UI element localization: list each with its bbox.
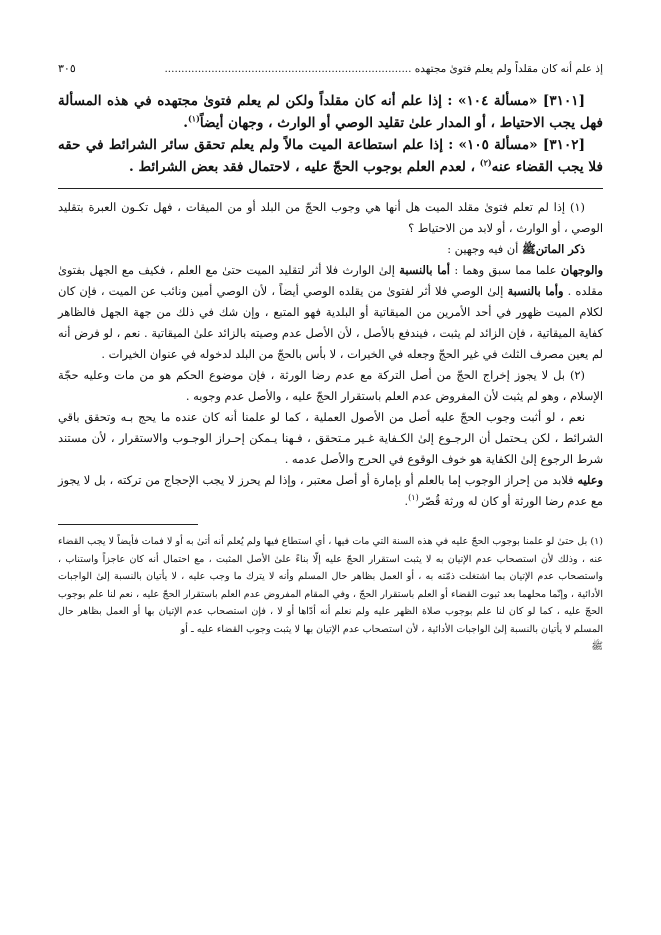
issue-3102: [58, 134, 603, 178]
note-1-bold: والوجهان: [560, 263, 604, 277]
note-2-para-2: نعم ، لو أثبت وجوب الحجّ عليه أصل من الأصول العملية ، كما لو علمنا أنه كان عنده ما يحج بـه وتحقق باقي الشرائط ، لكن يـحتمل أن الرجـوع إلىٰ الكـفاية غـير مـتحقق ، فـهنا يـمكن إحـراز الوجـوب والاستقرار ، لأن مستند شرط الرجوع إلىٰ الكفاية هو خوف الوقوع في الحرج والأصل عدمه .: [58, 410, 603, 466]
running-title: إذ علم أنه كان مقلداً ولم يعلم فتوىٰ مجتهده ..........................................................................: [164, 63, 603, 75]
issue-3102-tail: ، لعدم العلم بوجوب الحجّ عليه ، لاحتمال فقد بعض الشرائط .: [129, 159, 476, 175]
document-page: [58, 60, 603, 656]
footnote-ref: (١): [187, 113, 200, 124]
footnote-text: (١) بل حتىٰ لو علمنا بوجوب الحجّ عليه في هذه السنة التي مات فيها ، أي استطاع فيها ولم يُعلم أنه أتىٰ به أو لا فمات فأيضاً لا يجب القضاء عنه ، وذلك لأن استصحاب عدم الإتيان به لا يثبت استقرار الحجّ عليه إلّا بناءً علىٰ الأصل المثبت ، مع احتمال أنه كان عاجزاً واستناب ، واستصحاب عدم الإتيان بما اشتغلت ذمّته به ، أو العمل بظاهر حال المسلم وأنه لا يترك ما وجب عليه ، لا يأتيان بالنسبة إلىٰ الواجبات الأدائية ، وإنّما محلهما بعد ثبوت القضاء أو العلم باستقرار الحجّ ، وفي المقام المفروض عدم العلم باستقرار الحجّ عليه ، نعم لنا علم بوجوب الحجّ عليه ، كما لو كان لنا علم بوجوب صلاة الظهر عليه ولم نعلم أنه أدّاها أو لا ، فإن استصحاب عدم الإتيان بها أو العمل بظاهر حال المسلم لا يأتيان بالنسبة إلىٰ الواجبات الأدائية ، لأن استصحاب عدم الإتيان بها لا يثبت وجوب القضاء عليه ـ أو: [58, 536, 603, 635]
note-1-para-3: [58, 260, 603, 365]
note-1-para-2: [58, 239, 603, 260]
page-number: ٣٠٥: [58, 62, 76, 75]
note-1-para-1: (١) إذا لم تعلم فتوىٰ مقلد الميت هل أنها هي وجوب الحجّ من البلد أو من الميقات ، فهل تكـون العبرة بتقليد الوصي ، أو الوارث ، أو لابد من الاحتياط ؟: [58, 200, 603, 235]
note-1-para-3-text: علما مما سبق وهما :: [449, 263, 561, 277]
issue-3101-text: [٣١٠١] «مسألة ١٠٤» : إذا علم أنه كان مقلداً ولكن لم يعلم فتوىٰ مجتهده في هذه المسألة فهل يجب الاحتياط ، أو المدار علىٰ تقليد الوصي أو الوارث ، وجهان أيضاً: [58, 93, 603, 131]
note-1-para-3-text: إلىٰ الوارث فلا أثر لتقليد الميت حتىٰ مع العلم ، فكيف مع الجهل بفتوىٰ مقلده .: [58, 263, 603, 298]
footnote-ref: (١): [408, 493, 419, 503]
note-2-para-3-tail: .: [404, 494, 409, 508]
footnote-separator: [58, 524, 198, 525]
note-1-para-2-text: أن فيه وجهين :: [447, 242, 522, 256]
issue-3101: [58, 90, 603, 134]
issue-3102-text: [٣١٠٢] «مسألة ١٠٥» : إذا علم استطاعة الميت مالاً ولم يعلم تحقق سائر الشرائط في حقه فلا يجب القضاء عنه: [58, 137, 603, 175]
running-header: [58, 60, 603, 78]
note-1-bold: أما بالنسبة: [399, 263, 450, 277]
note-2-para-3-text: فلابد من إحراز الوجوب إما بالعلم أو بإمارة أو أصل معتبر ، وإذا لم يحرز لا يجب الإحجاج من تركته ، بل لا يجوز مع عدم رضا الورثة أو كان له ورثة قُصّر: [58, 473, 603, 508]
note-1-bold: وأما بالنسبة: [507, 284, 564, 298]
note-2-bold: وعليه: [577, 473, 603, 487]
note-2-para-3: [58, 470, 603, 512]
issue-3101-tail: .: [183, 115, 188, 131]
note-2-para-1: (٢) بل لا يجوز إخراج الحجّ من أصل التركة مع عدم رضا الورثة ، فإن موضوع الحكم هو من مات وعليه حجّة الإسلام ، وهو لم يثبت لأن المفروض عدم العلم باستقرار الحجّ عليه ، والأصل عدم وجوبه .: [58, 368, 603, 403]
footnote-ref: (٢): [479, 157, 492, 168]
note-1-para-3-text: إلىٰ الوصي فلا أثر لفتوىٰ من يقلده الوصي أيضاً ، لأن الوصي أمين ونائب عن الميت ، فإن كان لكلام الميت ظهور في أحد الأمرين من الميقاتية أو البلدية فهو المتبع ، وإن شك في ذلك من جهة الجهل فالظاهر كفاية الميقاتية ، فإن الزائد لم يثبت ، فيندفع بالأصل ، لأن الأصل عدم وصيته بالزائد علىٰ الميقاتية . نعم ، لو فرض أنه لم يعين مصرف الثلث في غير الحجّ وجعله في الخيرات ، لا بأس بالحجّ من البلد لدخوله في عنوان الخيرات .: [58, 284, 603, 361]
footnote-continuation: ﷺ: [591, 641, 603, 652]
note-1-bold: ذكر الماتنﷺ: [521, 242, 585, 256]
notes-separator: [58, 188, 603, 189]
